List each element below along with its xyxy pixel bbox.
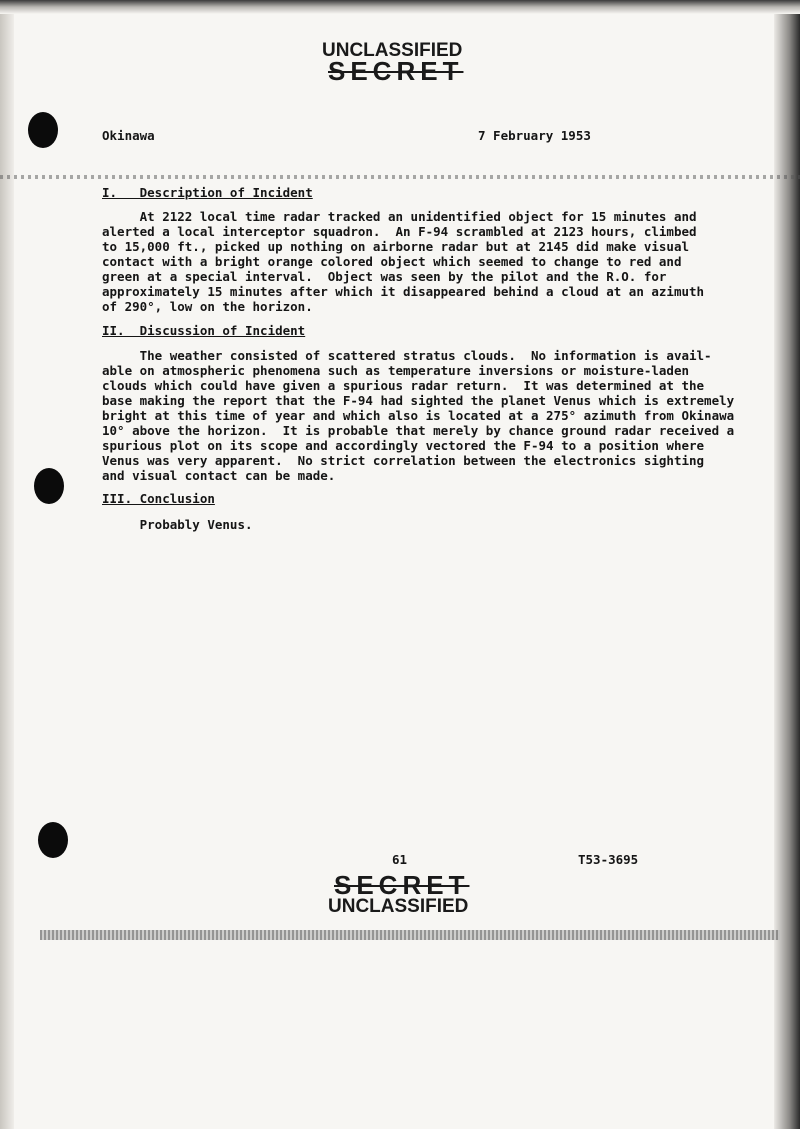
punch-hole-top (28, 112, 58, 148)
footer-secret-mark: SECRET (334, 870, 470, 900)
section-2-line-7: spurious plot on its scope and accordingly vectored the F-94 to a position where (102, 438, 705, 453)
section-2-line-1: The weather consisted of scattered stratus clouds. No information is avail- (102, 348, 712, 363)
section-heading-2: II. Discussion of Incident (102, 323, 306, 338)
section-heading-1: I. Description of Incident (102, 185, 313, 200)
scan-edge-top (0, 0, 800, 14)
scan-artifact-rule (0, 175, 800, 179)
scan-edge-left (0, 0, 14, 1129)
section-heading-3: III. Conclusion (102, 491, 215, 506)
document-id: T53-3695 (578, 852, 639, 867)
section-2-line-8: Venus was very apparent. No strict correlation between the electronics sighting (102, 453, 705, 468)
punch-hole-bottom (38, 822, 68, 858)
section-1-line-7: of 290°, low on the horizon. (102, 299, 313, 314)
section-2-line-4: base making the report that the F-94 had sighted the planet Venus which is extremely (102, 393, 735, 408)
section-1-line-3: to 15,000 ft., picked up nothing on airborne radar but at 2145 did make visual (102, 239, 689, 254)
location: Okinawa (102, 128, 155, 143)
section-1-line-6: approximately 15 minutes after which it disappeared behind a cloud at an azimuth (102, 284, 705, 299)
section-1-line-4: contact with a bright orange colored object which seemed to change to red and (102, 254, 682, 269)
header-secret-mark: SECRET (328, 56, 464, 86)
section-2-line-9: and visual contact can be made. (102, 468, 336, 483)
date: 7 February 1953 (478, 128, 591, 143)
footer-unclassified-stamp: UNCLASSIFIED (328, 896, 469, 917)
scan-artifact-band (40, 930, 780, 940)
section-1-line-2: alerted a local interceptor squadron. An F-94 scrambled at 2123 hours, climbed (102, 224, 697, 239)
section-2-line-6: 10° above the horizon. It is probable that merely by chance ground radar received a (102, 423, 735, 438)
section-1-line-5: green at a special interval. Object was seen by the pilot and the R.O. for (102, 269, 667, 284)
header-unclassified-stamp: UNCLASSIFIED (322, 40, 463, 61)
section-2-line-2: able on atmospheric phenomena such as temperature inversions or moisture-laden (102, 363, 689, 378)
scan-edge-right (774, 0, 800, 1129)
punch-hole-middle (34, 468, 64, 504)
page-number: 61 (392, 852, 408, 867)
section-2-line-3: clouds which could have given a spurious radar return. It was determined at the (102, 378, 705, 393)
section-3-line-1: Probably Venus. (102, 517, 253, 532)
section-1-line-1: At 2122 local time radar tracked an unidentified object for 15 minutes and (102, 209, 697, 224)
section-2-line-5: bright at this time of year and which also is located at a 275° azimuth from Okinawa (102, 408, 735, 423)
